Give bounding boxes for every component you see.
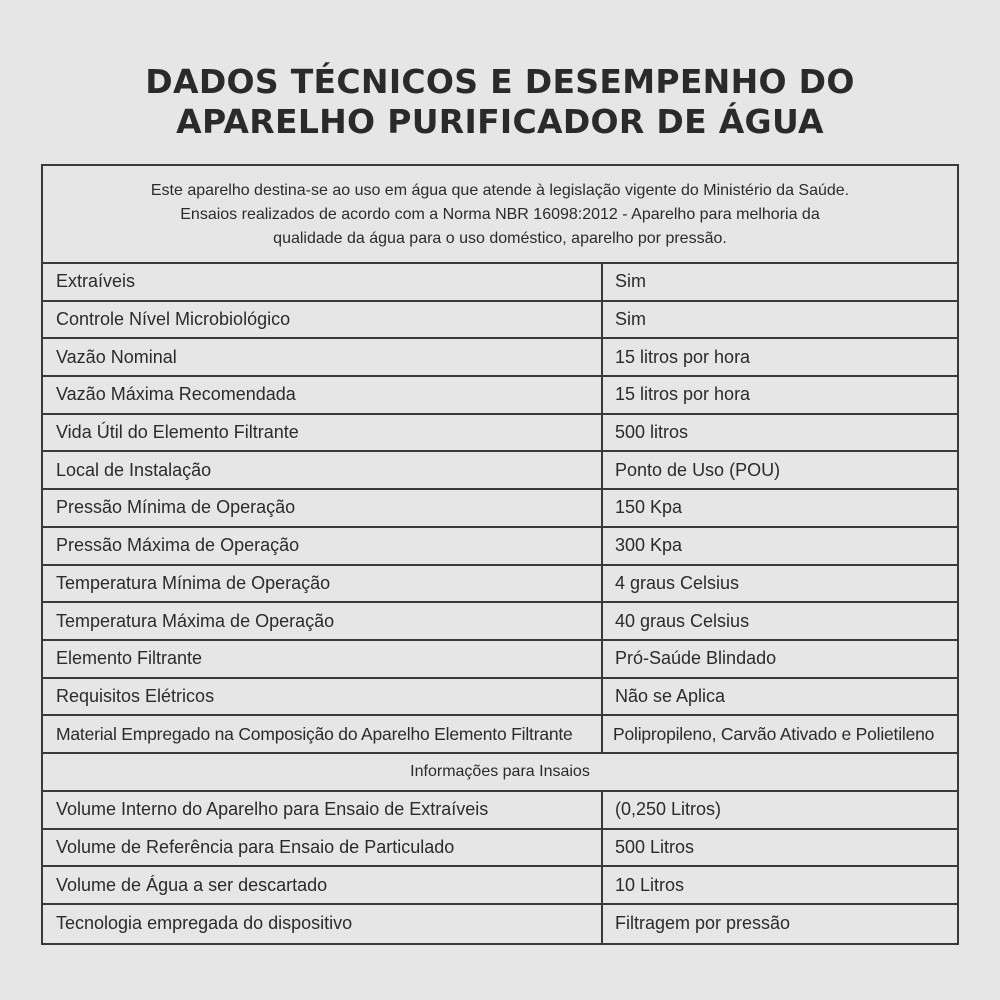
spec-label: Temperatura Máxima de Operação xyxy=(43,603,603,639)
spec-label: Controle Nível Microbiológico xyxy=(43,302,603,338)
test-label: Volume de Referência para Ensaio de Particulado xyxy=(43,830,603,866)
test-label: Tecnologia empregada do dispositivo xyxy=(43,905,603,943)
spec-value: 4 graus Celsius xyxy=(615,572,740,593)
test-label: Volume Interno do Aparelho para Ensaio de Extraíveis xyxy=(43,792,603,828)
table-row xyxy=(43,490,957,528)
spec-label: Requisitos Elétricos xyxy=(43,679,603,715)
spec-label: Material Empregado na Composição do Aparelho Elemento Filtrante xyxy=(43,716,603,752)
spec-label: Elemento Filtrante xyxy=(43,641,603,677)
test-label: Volume de Água a ser descartado xyxy=(43,867,603,903)
spec-value: Polipropileno, Carvão Ativado e Polietileno xyxy=(613,723,935,744)
table-row xyxy=(43,679,957,717)
spec-value: Pró-Saúde Blindado xyxy=(615,648,777,669)
spec-label: Pressão Máxima de Operação xyxy=(43,528,603,564)
spec-value: 300 Kpa xyxy=(615,535,683,556)
page-title xyxy=(0,62,1000,142)
intro-line-3: qualidade da água para o uso doméstico, aparelho por pressão. xyxy=(273,230,727,247)
spec-value: Sim xyxy=(615,271,646,292)
table-row xyxy=(43,905,957,943)
table-row xyxy=(43,603,957,641)
spec-value: 40 graus Celsius xyxy=(615,610,750,631)
spec-label: Pressão Mínima de Operação xyxy=(43,490,603,526)
spec-label: Local de Instalação xyxy=(43,452,603,488)
spec-label: Vazão Máxima Recomendada xyxy=(43,377,603,413)
spec-label: Vazão Nominal xyxy=(43,339,603,375)
table-row xyxy=(43,452,957,490)
spec-value: 15 litros por hora xyxy=(615,384,751,405)
table-row xyxy=(43,415,957,453)
table-row xyxy=(43,528,957,566)
page-title-line-1: DADOS TÉCNICOS E DESEMPENHO DO xyxy=(145,62,855,101)
spec-value: 15 litros por hora xyxy=(615,346,751,367)
table-row xyxy=(43,716,957,754)
test-value: 10 Litros xyxy=(615,874,685,895)
intro-line-2: Ensaios realizados de acordo com a Norma NBR 16098:2012 - Aparelho para melhoria da xyxy=(180,206,820,223)
table-row xyxy=(43,641,957,679)
tests-section-heading: Informações para Insaios xyxy=(43,754,957,792)
spec-value: Sim xyxy=(615,309,646,330)
test-value: Filtragem por pressão xyxy=(615,913,791,934)
spec-value: 500 litros xyxy=(615,422,689,443)
spec-value: 150 Kpa xyxy=(615,497,683,518)
spec-value: Ponto de Uso (POU) xyxy=(615,459,781,480)
spec-table xyxy=(41,164,959,945)
intro-text xyxy=(43,166,957,264)
table-row xyxy=(43,867,957,905)
table-row xyxy=(43,566,957,604)
test-value: (0,250 Litros) xyxy=(615,799,722,820)
table-row xyxy=(43,377,957,415)
spec-label: Temperatura Mínima de Operação xyxy=(43,566,603,602)
table-row xyxy=(43,792,957,830)
intro-line-1: Este aparelho destina-se ao uso em água que atende à legislação vigente do Ministério da Saúde. xyxy=(150,182,850,199)
table-row xyxy=(43,264,957,302)
table-row xyxy=(43,830,957,868)
test-value: 500 Litros xyxy=(615,836,695,857)
page-title-line-2: APARELHO PURIFICADOR DE ÁGUA xyxy=(176,102,824,141)
spec-label: Vida Útil do Elemento Filtrante xyxy=(43,415,603,451)
spec-label: Extraíveis xyxy=(43,264,603,300)
table-row xyxy=(43,339,957,377)
spec-value: Não se Aplica xyxy=(615,685,726,706)
table-row xyxy=(43,302,957,340)
